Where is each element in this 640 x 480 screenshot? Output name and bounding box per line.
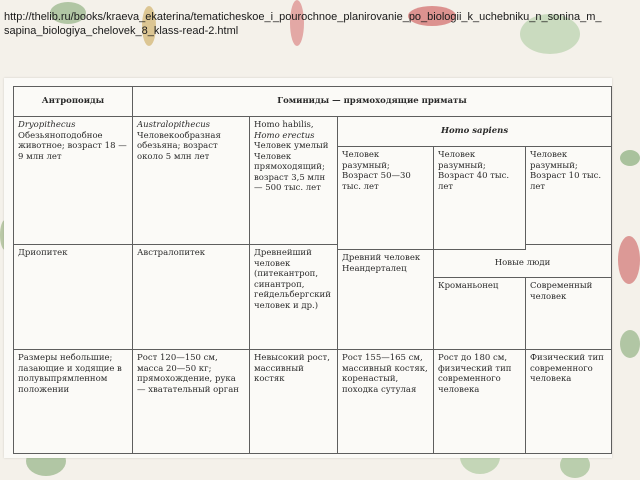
leaf-decoration: [620, 150, 640, 166]
cell-modern-man: Современный человек: [526, 278, 612, 350]
document-sheet: [4, 78, 612, 458]
cell-cromagnon-traits: Рост до 180 см, физический тип современного человека: [434, 350, 526, 454]
erectus-latin: Homo erectus: [254, 130, 315, 141]
leaf-decoration: [620, 330, 640, 358]
cell-sapiens-50: Человек разумный; Возраст 50—30 тыс. лет: [338, 147, 434, 250]
cell-neanderthal: Древний человек Неандерталец: [338, 250, 434, 350]
cell-dryopithecus: [14, 117, 133, 245]
cell-cromagnon: Кроманьонец: [434, 278, 526, 350]
header-anthropoids: Антропоиды: [14, 87, 133, 117]
cell-ancient-man: Древнейший человек (питекантроп, синантроп, гейдельбергский человек и др.): [250, 245, 338, 350]
habilis-latin: Homo habilis,: [254, 120, 314, 130]
australopithecus-desc: Человекообразная обезьяна; возраст около 5 млн лет: [137, 130, 221, 162]
cell-neanderthal-traits: Рост 155—165 см, массивный костяк, коренастый, походка сутулая: [338, 350, 434, 454]
header-new-people: Новые люди: [434, 250, 612, 278]
habilis-desc: Человек умелый Человек прямоходящий; возраст 3,5 млн — 500 тыс. лет: [254, 141, 329, 193]
cell-modern-traits: Физический тип современного человека: [526, 350, 612, 454]
cell-sapiens-10: Человек разумный; Возраст 10 тыс. лет: [526, 147, 612, 245]
header-hominids: Гоминиды — прямоходящие приматы: [133, 87, 612, 117]
cell-dryopithecus-ru: Дриопитек: [14, 245, 133, 350]
cell-australopithecus-ru: Австралопитек: [133, 245, 250, 350]
australopithecus-latin: Australopithecus: [137, 120, 211, 130]
cell-ancient-traits: Невысокий рост, массивный костяк: [250, 350, 338, 454]
evolution-table: [13, 86, 612, 454]
cell-sapiens-40: Человек разумный; Возраст 40 тыс. лет: [434, 147, 526, 250]
dryopithecus-latin: Dryopithecus: [18, 120, 76, 130]
source-url[interactable]: http://thelib.ru/books/kraeva_ekaterina/tematicheskoe_i_pourochnoe_planirovanie_po_biologii_k_uchebniku_n_sonina_m_sapina_biologiya_chelovek_8_klass-read-2.html: [4, 11, 602, 37]
header-homo-sapiens: Homo sapiens: [338, 117, 612, 147]
cell-australopithecus-traits: Рост 120—150 см, масса 20—50 кг; прямохождение, рука — хватательный орган: [133, 350, 250, 454]
cell-homo-habilis: [250, 117, 338, 245]
dryopithecus-desc: Обезьяноподобное животное; возраст 18 — 9 млн лет: [18, 130, 127, 162]
flower-decoration: [618, 236, 640, 284]
cell-dryopithecus-traits: Размеры небольшие; лазающие и ходящие в полувыпрямленном положении: [14, 350, 133, 454]
cell-australopithecus: [133, 117, 250, 245]
